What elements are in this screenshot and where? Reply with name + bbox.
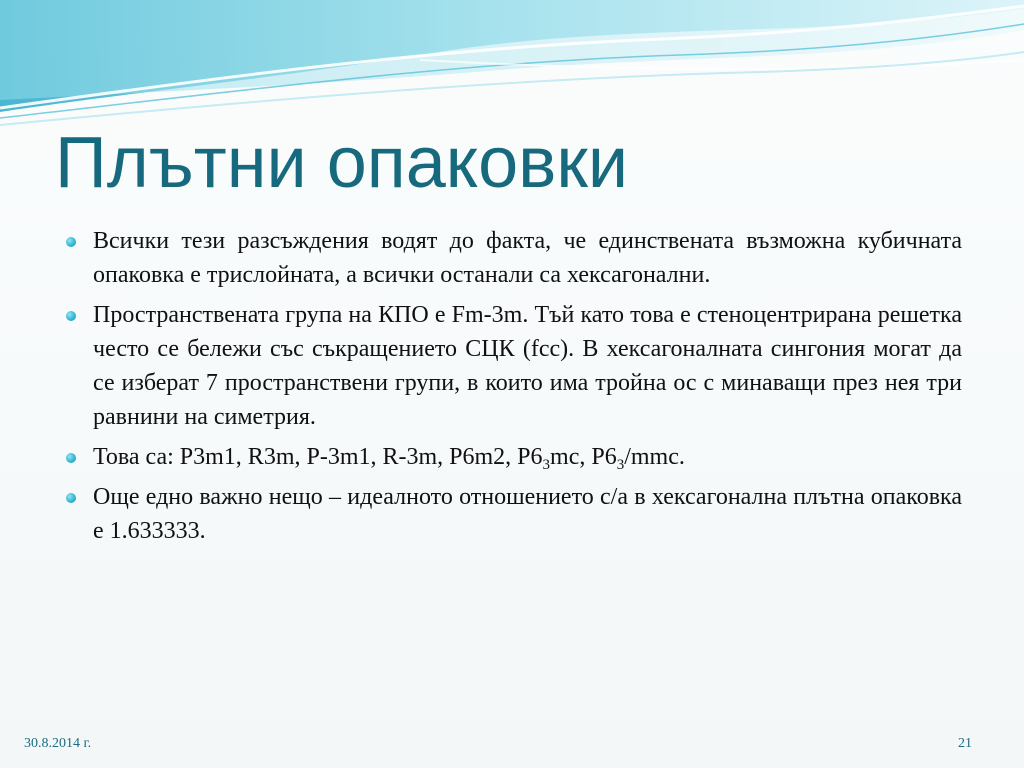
subscript: 3 [616, 457, 625, 473]
footer-date: 30.8.2014 г. [24, 736, 92, 751]
wave-header-decoration [0, 0, 1024, 130]
slide-number: 21 [958, 736, 972, 751]
bullet-item [66, 480, 962, 548]
bullet-item [66, 440, 962, 474]
slide-title: Плътни опаковки [55, 123, 629, 203]
bullet-item [66, 298, 962, 434]
bullet-text-part: mc, P6 [550, 444, 617, 470]
bullet-text-part: Това са: P3m1, R3m, P-3m1, R-3m, P6m2, P6 [93, 444, 543, 470]
bullet-item [66, 224, 962, 292]
bullet-dot-icon [66, 237, 76, 247]
bullet-list [66, 224, 962, 554]
bullet-dot-icon [66, 311, 76, 321]
bullet-text-part: /mmc. [624, 444, 685, 470]
bullet-dot-icon [66, 493, 76, 503]
bullet-text: Още едно важно нещо – идеалното отношението c/a в хексагонална плътна опаковка е 1.633333. [93, 484, 962, 544]
bullet-text: Всички тези разсъждения водят до факта, че единствената възможна кубичната опаковка е трислойната, а всички останали са хексагонални. [93, 228, 962, 288]
bullet-text: Пространствената група на КПО е Fm-3m. Тъй като това е стеноцентрирана решетка често се бележи със съкращението СЦК (fcc). В хексагоналната сингония могат да се изберат 7 пространствени групи, в които има тройна ос с минаващи през нея три равнини на симетрия. [93, 302, 962, 430]
bullet-dot-icon [66, 453, 76, 463]
subscript: 3 [542, 457, 551, 473]
